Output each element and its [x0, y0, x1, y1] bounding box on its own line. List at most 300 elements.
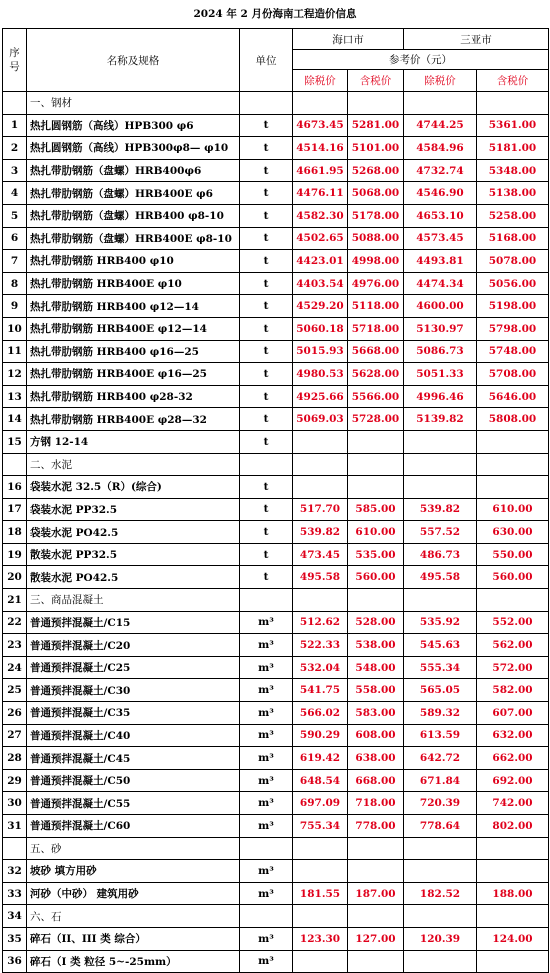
category-name: 五、砂 — [27, 837, 240, 860]
row-number: 8 — [3, 272, 27, 295]
item-name: 普通预拌混凝土/C40 — [27, 724, 240, 747]
item-name: 普通预拌混凝土/C20 — [27, 634, 240, 657]
row-number: 16 — [3, 476, 27, 499]
price-haikou-ex-tax: 4502.65 — [293, 227, 348, 250]
price-haikou-in-tax: 127.00 — [348, 927, 404, 950]
price-haikou-in-tax: 4976.00 — [348, 272, 404, 295]
row-unit: m³ — [240, 747, 293, 770]
row-unit: t — [240, 204, 293, 227]
table-row — [3, 769, 549, 792]
price-sanya-in-tax: 5056.00 — [477, 272, 549, 295]
price-haikou-ex-tax: 181.55 — [293, 882, 348, 905]
price-sanya-in-tax — [477, 950, 549, 973]
row-unit: t — [240, 137, 293, 160]
price-haikou-ex-tax: 755.34 — [293, 815, 348, 838]
price-haikou-ex-tax: 123.30 — [293, 927, 348, 950]
price-haikou-in-tax: 5668.00 — [348, 340, 404, 363]
price-sanya-ex-tax: 4600.00 — [404, 295, 477, 318]
row-number: 30 — [3, 792, 27, 815]
row-unit: m³ — [240, 769, 293, 792]
item-name: 热扎圆钢筋（高线）HPB300 φ6 — [27, 114, 240, 137]
row-number: 17 — [3, 498, 27, 521]
price-sanya-in-tax: 188.00 — [477, 882, 549, 905]
table-row — [3, 815, 549, 838]
item-name: 热扎带肋钢筋 HRB400 φ28-32 — [27, 385, 240, 408]
table-row — [3, 114, 549, 137]
category-row — [3, 92, 549, 115]
row-number: 23 — [3, 634, 27, 657]
table-row — [3, 498, 549, 521]
price-sanya-in-tax: 5138.00 — [477, 182, 549, 205]
table-row — [3, 589, 549, 612]
price-cell — [404, 837, 477, 860]
price-sanya-in-tax: 5748.00 — [477, 340, 549, 363]
price-haikou-ex-tax: 566.02 — [293, 702, 348, 725]
category-name: 三、商品混凝土 — [27, 589, 240, 612]
table-row — [3, 566, 549, 589]
table-row — [3, 927, 549, 950]
table-row — [3, 317, 549, 340]
category-row — [3, 837, 549, 860]
price-cell — [348, 453, 404, 476]
price-haikou-in-tax: 5728.00 — [348, 408, 404, 431]
price-haikou-ex-tax: 512.62 — [293, 611, 348, 634]
row-unit: t — [240, 363, 293, 386]
price-haikou-ex-tax: 4980.53 — [293, 363, 348, 386]
price-haikou-ex-tax — [293, 950, 348, 973]
price-sanya-in-tax: 630.00 — [477, 521, 549, 544]
table-row — [3, 408, 549, 431]
price-sanya-ex-tax: 5130.97 — [404, 317, 477, 340]
price-haikou-in-tax: 585.00 — [348, 498, 404, 521]
price-sanya-in-tax: 802.00 — [477, 815, 549, 838]
price-haikou-in-tax: 5068.00 — [348, 182, 404, 205]
table-row — [3, 204, 549, 227]
price-sanya-in-tax — [477, 476, 549, 499]
row-number: 4 — [3, 182, 27, 205]
price-haikou-ex-tax: 5069.03 — [293, 408, 348, 431]
table-row — [3, 521, 549, 544]
price-sanya-ex-tax: 4996.46 — [404, 385, 477, 408]
price-cell — [404, 453, 477, 476]
price-haikou-ex-tax: 4476.11 — [293, 182, 348, 205]
row-unit: t — [240, 250, 293, 273]
price-sanya-ex-tax: 720.39 — [404, 792, 477, 815]
price-haikou-ex-tax: 648.54 — [293, 769, 348, 792]
row-unit: m³ — [240, 860, 293, 883]
row-unit: m³ — [240, 679, 293, 702]
table-row — [3, 295, 549, 318]
table-row — [3, 679, 549, 702]
table-row — [3, 250, 549, 273]
price-sanya-in-tax: 692.00 — [477, 769, 549, 792]
row-unit: m³ — [240, 656, 293, 679]
price-haikou-in-tax — [348, 860, 404, 883]
row-unit: t — [240, 498, 293, 521]
category-row — [3, 453, 549, 476]
row-unit: m³ — [240, 792, 293, 815]
price-sanya-ex-tax: 5051.33 — [404, 363, 477, 386]
item-name: 碎石（II、III 类 综合） — [27, 927, 240, 950]
price-haikou-in-tax: 638.00 — [348, 747, 404, 770]
price-sanya-in-tax: 560.00 — [477, 566, 549, 589]
price-sanya-ex-tax: 535.92 — [404, 611, 477, 634]
table-row — [3, 227, 549, 250]
item-name: 普通预拌混凝土/C30 — [27, 679, 240, 702]
row-number: 9 — [3, 295, 27, 318]
table-row — [3, 611, 549, 634]
price-sanya-ex-tax: 545.63 — [404, 634, 477, 657]
price-sanya-in-tax: 5168.00 — [477, 227, 549, 250]
price-sanya-ex-tax: 4584.96 — [404, 137, 477, 160]
row-unit: t — [240, 521, 293, 544]
item-name: 热扎带肋钢筋 HRB400 φ12—14 — [27, 295, 240, 318]
item-name: 热扎带肋钢筋 HRB400E φ10 — [27, 272, 240, 295]
price-sanya-ex-tax: 671.84 — [404, 769, 477, 792]
price-sanya-ex-tax: 486.73 — [404, 543, 477, 566]
row-number: 31 — [3, 815, 27, 838]
table-row — [3, 656, 549, 679]
price-sanya-ex-tax: 778.64 — [404, 815, 477, 838]
price-haikou-ex-tax: 517.70 — [293, 498, 348, 521]
row-number: 1 — [3, 114, 27, 137]
price-sanya-ex-tax — [404, 905, 477, 928]
table-row — [3, 159, 549, 182]
price-sanya-ex-tax: 539.82 — [404, 498, 477, 521]
category-name: 一、钢材 — [27, 92, 240, 115]
price-haikou-in-tax: 608.00 — [348, 724, 404, 747]
row-unit — [240, 589, 293, 612]
item-name: 方钢 12-14 — [27, 430, 240, 453]
price-sanya-ex-tax — [404, 589, 477, 612]
price-sanya-in-tax: 632.00 — [477, 724, 549, 747]
row-number: 27 — [3, 724, 27, 747]
item-name: 普通预拌混凝土/C55 — [27, 792, 240, 815]
table-row — [3, 182, 549, 205]
price-haikou-ex-tax: 522.33 — [293, 634, 348, 657]
price-haikou-in-tax: 5628.00 — [348, 363, 404, 386]
row-number: 32 — [3, 860, 27, 883]
row-number: 14 — [3, 408, 27, 431]
price-haikou-ex-tax: 4514.16 — [293, 137, 348, 160]
row-unit: t — [240, 182, 293, 205]
table-row — [3, 724, 549, 747]
row-number: 15 — [3, 430, 27, 453]
row-unit — [240, 453, 293, 476]
table-row — [3, 634, 549, 657]
header-in-tax-sanya: 含税价 — [477, 70, 549, 92]
row-unit: t — [240, 476, 293, 499]
item-name: 散装水泥 PO42.5 — [27, 566, 240, 589]
row-unit: t — [240, 227, 293, 250]
price-haikou-in-tax: 5088.00 — [348, 227, 404, 250]
item-name: 热扎带肋钢筋（盘螺）HRB400φ6 — [27, 159, 240, 182]
price-haikou-ex-tax — [293, 905, 348, 928]
price-sanya-in-tax: 5181.00 — [477, 137, 549, 160]
header-name: 名称及规格 — [27, 29, 240, 92]
price-cell — [477, 837, 549, 860]
price-sanya-in-tax: 572.00 — [477, 656, 549, 679]
item-name: 热扎带肋钢筋（盘螺）HRB400E φ8-10 — [27, 227, 240, 250]
price-sanya-in-tax: 5258.00 — [477, 204, 549, 227]
row-number: 13 — [3, 385, 27, 408]
price-haikou-ex-tax — [293, 860, 348, 883]
row-number: 28 — [3, 747, 27, 770]
price-haikou-ex-tax: 4403.54 — [293, 272, 348, 295]
price-sanya-ex-tax: 557.52 — [404, 521, 477, 544]
row-number: 36 — [3, 950, 27, 973]
price-sanya-in-tax: 5198.00 — [477, 295, 549, 318]
table-row — [3, 340, 549, 363]
item-name: 热扎带肋钢筋 HRB400E φ16—25 — [27, 363, 240, 386]
price-sanya-ex-tax: 4653.10 — [404, 204, 477, 227]
price-haikou-in-tax: 583.00 — [348, 702, 404, 725]
price-cell — [404, 92, 477, 115]
header-ex-tax-sanya: 除税价 — [404, 70, 477, 92]
row-unit: t — [240, 566, 293, 589]
price-sanya-ex-tax: 555.34 — [404, 656, 477, 679]
header-city-sanya: 三亚市 — [404, 29, 549, 50]
price-haikou-ex-tax: 532.04 — [293, 656, 348, 679]
row-number: 26 — [3, 702, 27, 725]
price-sanya-ex-tax: 495.58 — [404, 566, 477, 589]
header-city-haikou: 海口市 — [293, 29, 404, 50]
header-unit: 单位 — [240, 29, 293, 92]
price-haikou-in-tax: 718.00 — [348, 792, 404, 815]
price-haikou-ex-tax: 541.75 — [293, 679, 348, 702]
table-row — [3, 702, 549, 725]
item-name: 河砂（中砂） 建筑用砂 — [27, 882, 240, 905]
row-number: 12 — [3, 363, 27, 386]
price-haikou-in-tax: 610.00 — [348, 521, 404, 544]
row-unit: m³ — [240, 882, 293, 905]
table-row — [3, 950, 549, 973]
price-sanya-ex-tax — [404, 950, 477, 973]
price-haikou-in-tax: 560.00 — [348, 566, 404, 589]
row-unit: m³ — [240, 724, 293, 747]
price-haikou-ex-tax — [293, 430, 348, 453]
price-sanya-in-tax — [477, 860, 549, 883]
row-unit: t — [240, 543, 293, 566]
row-number: 2 — [3, 137, 27, 160]
price-sanya-ex-tax: 613.59 — [404, 724, 477, 747]
row-number: 22 — [3, 611, 27, 634]
price-haikou-in-tax: 538.00 — [348, 634, 404, 657]
row-number — [3, 92, 27, 115]
price-sanya-ex-tax: 4493.81 — [404, 250, 477, 273]
item-name: 普通预拌混凝土/C25 — [27, 656, 240, 679]
row-number: 19 — [3, 543, 27, 566]
row-number: 7 — [3, 250, 27, 273]
row-number: 24 — [3, 656, 27, 679]
row-number: 18 — [3, 521, 27, 544]
price-haikou-in-tax: 5268.00 — [348, 159, 404, 182]
price-haikou-in-tax — [348, 905, 404, 928]
row-unit: m³ — [240, 927, 293, 950]
price-haikou-ex-tax: 5060.18 — [293, 317, 348, 340]
price-table — [2, 28, 549, 973]
table-row — [3, 905, 549, 928]
item-name: 热扎带肋钢筋 HRB400 φ10 — [27, 250, 240, 273]
price-sanya-in-tax — [477, 589, 549, 612]
price-sanya-ex-tax: 5139.82 — [404, 408, 477, 431]
price-sanya-ex-tax — [404, 430, 477, 453]
price-haikou-ex-tax: 697.09 — [293, 792, 348, 815]
row-unit: t — [240, 408, 293, 431]
price-haikou-in-tax: 558.00 — [348, 679, 404, 702]
price-sanya-in-tax: 5808.00 — [477, 408, 549, 431]
price-haikou-ex-tax: 5015.93 — [293, 340, 348, 363]
price-cell — [293, 837, 348, 860]
header-ref-price: 参考价（元） — [293, 50, 549, 70]
price-haikou-ex-tax — [293, 589, 348, 612]
row-unit: m³ — [240, 950, 293, 973]
row-number: 11 — [3, 340, 27, 363]
price-haikou-in-tax: 668.00 — [348, 769, 404, 792]
price-haikou-in-tax — [348, 950, 404, 973]
price-sanya-in-tax: 550.00 — [477, 543, 549, 566]
row-unit — [240, 92, 293, 115]
price-haikou-in-tax: 535.00 — [348, 543, 404, 566]
price-cell — [293, 92, 348, 115]
page-title: 2024 年 2 月份海南工程造价信息 — [193, 8, 357, 20]
row-number: 29 — [3, 769, 27, 792]
row-unit: t — [240, 159, 293, 182]
row-unit: m³ — [240, 611, 293, 634]
row-unit: t — [240, 430, 293, 453]
price-haikou-in-tax — [348, 430, 404, 453]
price-haikou-ex-tax — [293, 476, 348, 499]
table-row — [3, 882, 549, 905]
row-number — [3, 837, 27, 860]
price-haikou-in-tax: 5566.00 — [348, 385, 404, 408]
item-name: 热扎圆钢筋（高线）HPB300φ8— φ10 — [27, 137, 240, 160]
price-haikou-in-tax: 5718.00 — [348, 317, 404, 340]
price-haikou-in-tax: 528.00 — [348, 611, 404, 634]
table-row — [3, 792, 549, 815]
header-seq: 序号 — [3, 29, 27, 92]
row-unit: t — [240, 340, 293, 363]
price-haikou-in-tax: 4998.00 — [348, 250, 404, 273]
price-haikou-ex-tax: 619.42 — [293, 747, 348, 770]
price-sanya-ex-tax: 120.39 — [404, 927, 477, 950]
price-haikou-ex-tax: 4582.30 — [293, 204, 348, 227]
row-unit: m³ — [240, 634, 293, 657]
price-cell — [477, 453, 549, 476]
price-haikou-in-tax: 5101.00 — [348, 137, 404, 160]
row-number: 10 — [3, 317, 27, 340]
price-sanya-in-tax: 5646.00 — [477, 385, 549, 408]
row-number: 20 — [3, 566, 27, 589]
row-unit: m³ — [240, 702, 293, 725]
price-sanya-in-tax: 5348.00 — [477, 159, 549, 182]
row-unit: t — [240, 385, 293, 408]
item-name: 热扎带肋钢筋 HRB400E φ28—32 — [27, 408, 240, 431]
price-sanya-in-tax: 662.00 — [477, 747, 549, 770]
price-sanya-ex-tax: 4744.25 — [404, 114, 477, 137]
item-name: 热扎带肋钢筋（盘螺）HRB400 φ8-10 — [27, 204, 240, 227]
row-unit: t — [240, 114, 293, 137]
price-haikou-in-tax — [348, 589, 404, 612]
item-name: 普通预拌混凝土/C60 — [27, 815, 240, 838]
price-haikou-ex-tax: 4661.95 — [293, 159, 348, 182]
item-name: 袋装水泥 PP32.5 — [27, 498, 240, 521]
table-row — [3, 476, 549, 499]
price-sanya-in-tax: 5798.00 — [477, 317, 549, 340]
table-row — [3, 860, 549, 883]
table-row — [3, 747, 549, 770]
row-number: 25 — [3, 679, 27, 702]
price-haikou-ex-tax: 539.82 — [293, 521, 348, 544]
price-sanya-in-tax — [477, 430, 549, 453]
price-haikou-in-tax: 778.00 — [348, 815, 404, 838]
row-number: 6 — [3, 227, 27, 250]
table-row — [3, 385, 549, 408]
row-number: 33 — [3, 882, 27, 905]
item-name: 普通预拌混凝土/C35 — [27, 702, 240, 725]
row-number — [3, 453, 27, 476]
price-haikou-in-tax: 5281.00 — [348, 114, 404, 137]
price-haikou-ex-tax: 4925.66 — [293, 385, 348, 408]
price-haikou-in-tax: 5118.00 — [348, 295, 404, 318]
table-row — [3, 430, 549, 453]
item-name: 散装水泥 PP32.5 — [27, 543, 240, 566]
row-unit — [240, 837, 293, 860]
category-name: 六、石 — [27, 905, 240, 928]
price-sanya-ex-tax: 5086.73 — [404, 340, 477, 363]
price-sanya-ex-tax: 4573.45 — [404, 227, 477, 250]
row-number: 3 — [3, 159, 27, 182]
item-name: 坡砂 填方用砂 — [27, 860, 240, 883]
price-sanya-ex-tax: 589.32 — [404, 702, 477, 725]
row-number: 34 — [3, 905, 27, 928]
price-haikou-ex-tax: 4423.01 — [293, 250, 348, 273]
price-sanya-in-tax: 607.00 — [477, 702, 549, 725]
price-sanya-ex-tax: 4474.34 — [404, 272, 477, 295]
header-in-tax-haikou: 含税价 — [348, 70, 404, 92]
row-number: 5 — [3, 204, 27, 227]
price-sanya-ex-tax: 4732.74 — [404, 159, 477, 182]
price-sanya-in-tax: 562.00 — [477, 634, 549, 657]
price-haikou-in-tax — [348, 476, 404, 499]
row-unit: m³ — [240, 815, 293, 838]
price-haikou-ex-tax: 4529.20 — [293, 295, 348, 318]
table-row — [3, 137, 549, 160]
table-row — [3, 272, 549, 295]
row-unit: t — [240, 272, 293, 295]
item-name: 袋装水泥 32.5（R）(综合) — [27, 476, 240, 499]
price-cell — [348, 92, 404, 115]
row-unit: t — [240, 295, 293, 318]
price-haikou-in-tax: 5178.00 — [348, 204, 404, 227]
price-cell — [293, 453, 348, 476]
item-name: 热扎带肋钢筋 HRB400E φ12—14 — [27, 317, 240, 340]
item-name: 普通预拌混凝土/C15 — [27, 611, 240, 634]
price-sanya-in-tax: 742.00 — [477, 792, 549, 815]
price-sanya-ex-tax: 182.52 — [404, 882, 477, 905]
price-sanya-ex-tax — [404, 860, 477, 883]
price-haikou-in-tax: 187.00 — [348, 882, 404, 905]
price-sanya-in-tax: 5078.00 — [477, 250, 549, 273]
price-sanya-in-tax: 5361.00 — [477, 114, 549, 137]
price-sanya-ex-tax — [404, 476, 477, 499]
price-sanya-ex-tax: 4546.90 — [404, 182, 477, 205]
item-name: 热扎带肋钢筋 HRB400 φ16—25 — [27, 340, 240, 363]
item-name: 袋装水泥 PO42.5 — [27, 521, 240, 544]
price-haikou-ex-tax: 473.45 — [293, 543, 348, 566]
category-name: 二、水泥 — [27, 453, 240, 476]
table-row — [3, 543, 549, 566]
